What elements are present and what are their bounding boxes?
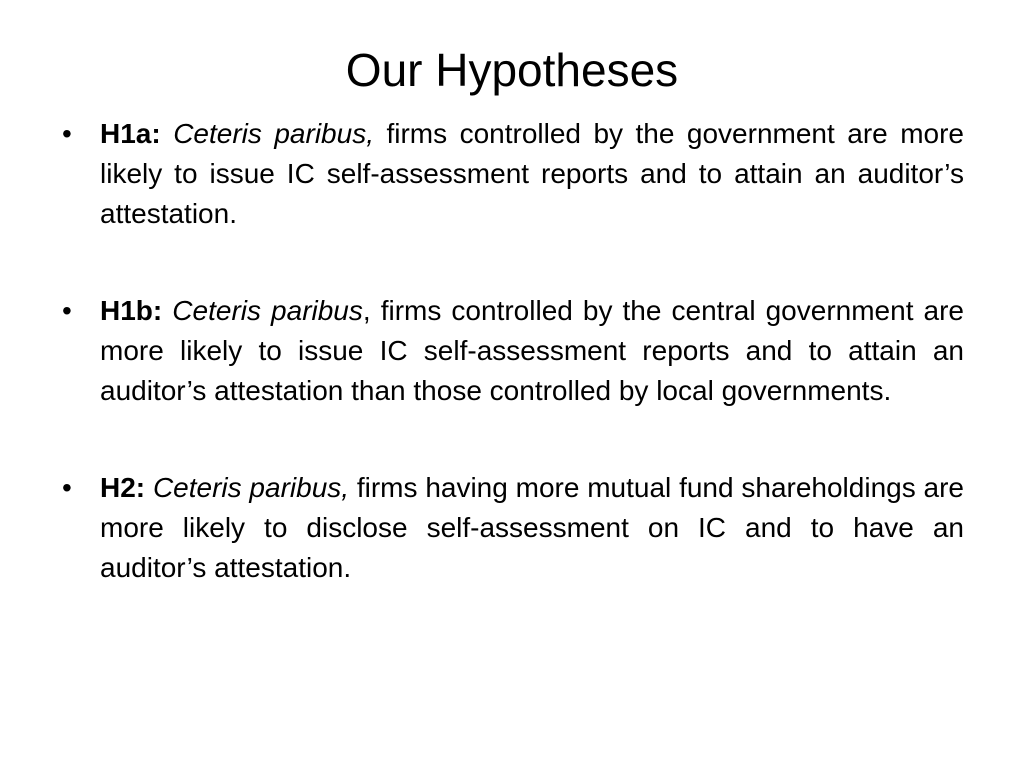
- bullet-icon: •: [62, 118, 72, 149]
- hypothesis-text: firms having more mutual fund shareholdings are more likely to disclose self-assessment on IC and to have an auditor’s attestation.: [100, 472, 964, 583]
- hypothesis-text: , firms controlled by the central government are more likely to issue IC self-assessment reports and to attain an auditor’s attestation than those controlled by local governments.: [100, 295, 965, 406]
- hypothesis-label: H2:: [100, 472, 146, 503]
- hypothesis-h1b: [52, 291, 964, 411]
- hypothesis-h1a: [52, 114, 964, 234]
- hypothesis-italic: Ceteris paribus: [172, 295, 363, 326]
- hypothesis-italic: Ceteris paribus,: [173, 118, 374, 149]
- hypotheses-list: [52, 114, 964, 588]
- bullet-icon: •: [62, 472, 72, 503]
- bullet-icon: •: [62, 295, 72, 326]
- hypothesis-italic: Ceteris paribus,: [152, 472, 350, 503]
- hypothesis-text: firms controlled by the government are more likely to issue IC self-assessment reports and to attain an auditor’s attestation.: [100, 118, 964, 229]
- hypothesis-label: H1a:: [100, 118, 161, 149]
- hypothesis-h2: [52, 468, 964, 588]
- hypothesis-label: H1b:: [100, 295, 163, 326]
- slide-title: Our Hypotheses: [345, 44, 679, 96]
